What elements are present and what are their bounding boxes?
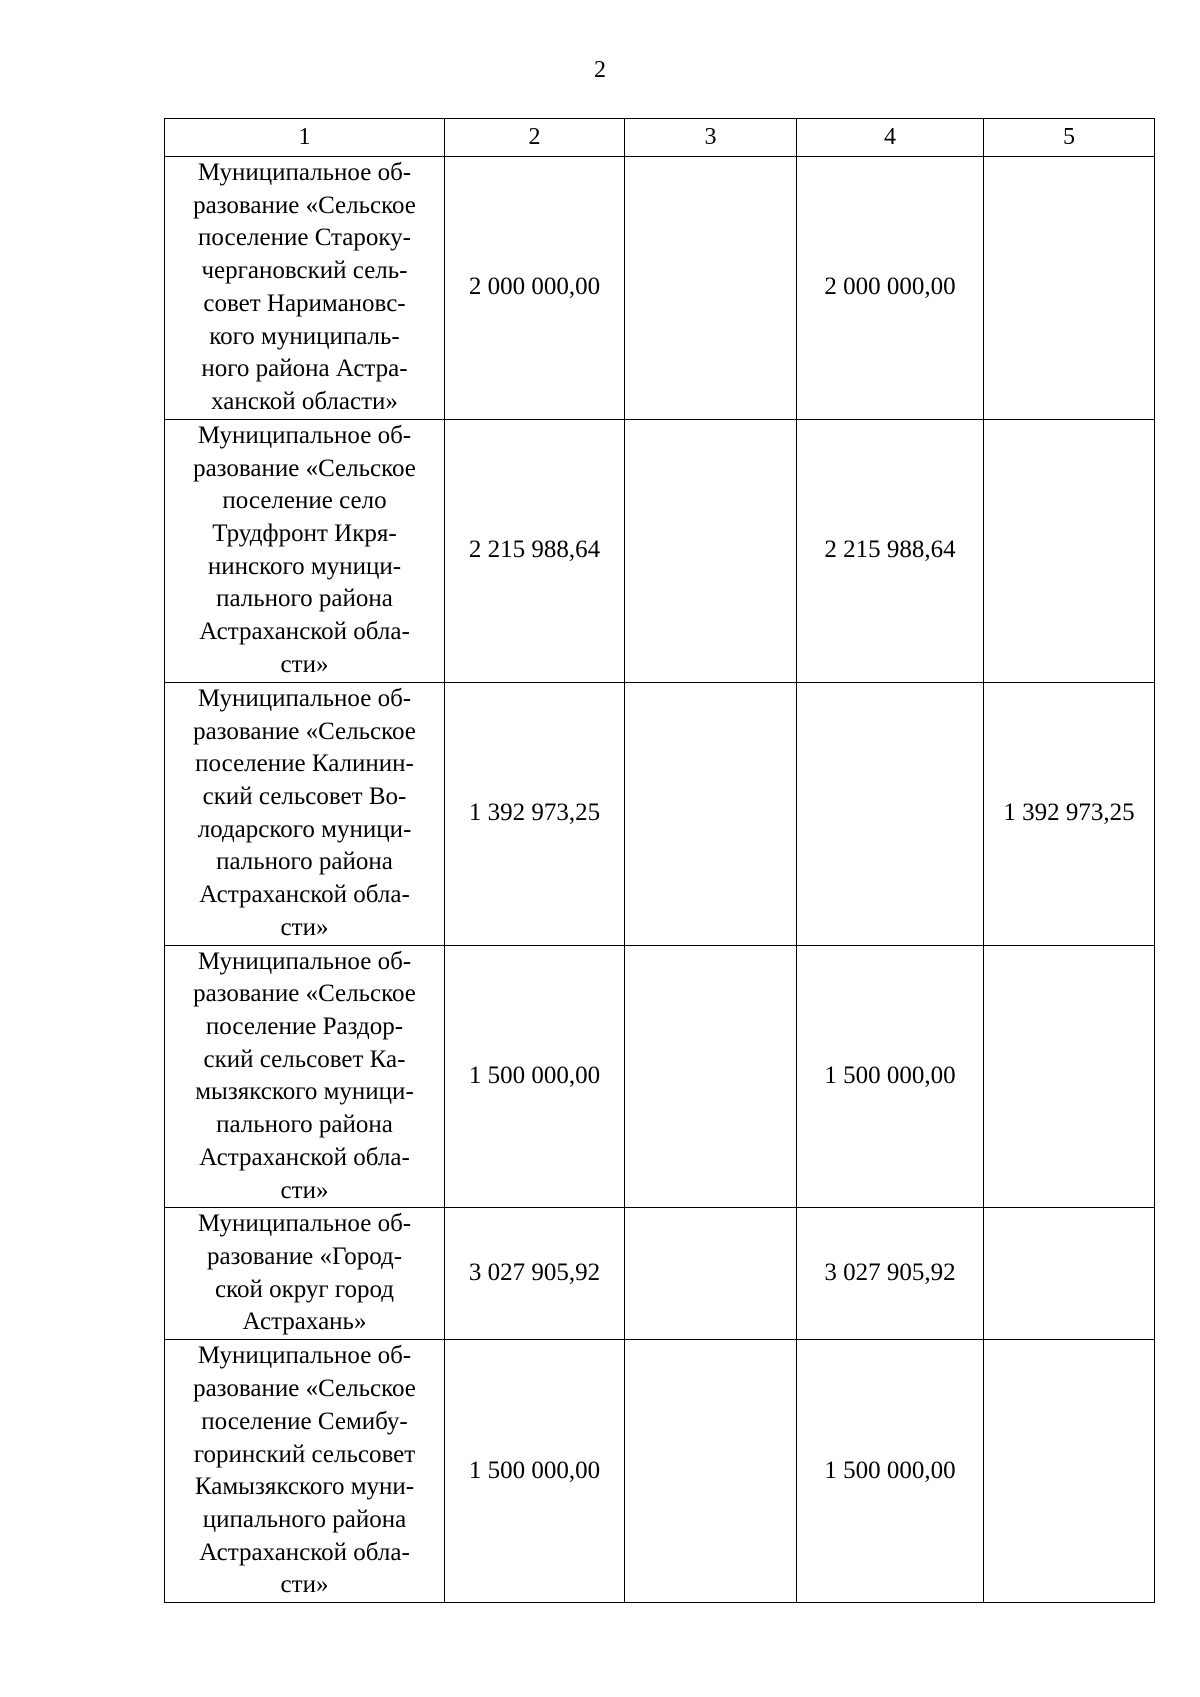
table-row [165, 682, 1155, 945]
allocation-table [164, 118, 1155, 1603]
amount-cell-col2: 2 000 000,00 [445, 157, 625, 420]
amount-cell-col2: 1 392 973,25 [445, 682, 625, 945]
table-row [165, 157, 1155, 420]
table-row [165, 1208, 1155, 1340]
amount-cell-col3 [625, 1340, 797, 1603]
table-header-row [165, 119, 1155, 157]
amount-cell-col4: 2 000 000,00 [797, 157, 984, 420]
amount-cell-col5: 1 392 973,25 [984, 682, 1155, 945]
amount-cell-col4: 1 500 000,00 [797, 1340, 984, 1603]
municipality-name-cell [165, 945, 445, 1208]
table-row [165, 419, 1155, 682]
amount-cell-col5 [984, 1340, 1155, 1603]
amount-cell-col5 [984, 945, 1155, 1208]
amount-cell-col2: 2 215 988,64 [445, 419, 625, 682]
municipality-name: Муниципальное об- разование «Сельское поселение село Трудфронт Икря- нинского муници- пального района Астраханской обла- сти» [193, 421, 416, 678]
amount-cell-col4: 2 215 988,64 [797, 419, 984, 682]
page-number: 2 [594, 57, 606, 83]
amount-cell-col3 [625, 682, 797, 945]
column-header: 5 [984, 119, 1155, 157]
amount-cell-col3 [625, 419, 797, 682]
municipality-name: Муниципальное об- разование «Сельское поселение Староку- чергановский сель- совет Наримановс- кого муниципаль- ного района Астра- ханской области» [193, 159, 416, 415]
table-row [165, 945, 1155, 1208]
municipality-name-cell [165, 157, 445, 420]
amount-cell-col5 [984, 157, 1155, 420]
table-row [165, 1340, 1155, 1603]
column-header: 2 [445, 119, 625, 157]
municipality-name: Муниципальное об- разование «Сельское поселение Раздор- ский сельсовет Ка- мызякского муници- пального района Астраханской обла- сти» [193, 947, 416, 1204]
amount-cell-col5 [984, 1208, 1155, 1340]
amount-cell-col4: 3 027 905,92 [797, 1208, 984, 1340]
amount-cell-col2: 3 027 905,92 [445, 1208, 625, 1340]
municipality-name-cell [165, 1208, 445, 1340]
municipality-name: Муниципальное об- разование «Сельское поселение Семибу- горинский сельсовет Камызякского муни- ципального района Астраханской обла- сти» [193, 1342, 416, 1599]
amount-cell-col3 [625, 1208, 797, 1340]
municipality-name: Муниципальное об- разование «Сельское поселение Калинин- ский сельсовет Во- лодарского муници- пального района Астраханской обла- сти» [193, 684, 416, 941]
municipality-name-cell [165, 682, 445, 945]
amount-cell-col2: 1 500 000,00 [445, 1340, 625, 1603]
column-header: 3 [625, 119, 797, 157]
amount-cell-col5 [984, 419, 1155, 682]
municipality-name: Муниципальное об- разование «Город- ской округ город Астрахань» [197, 1210, 412, 1336]
amount-cell-col4 [797, 682, 984, 945]
amount-cell-col2: 1 500 000,00 [445, 945, 625, 1208]
column-header: 1 [165, 119, 445, 157]
amount-cell-col3 [625, 157, 797, 420]
municipality-name-cell [165, 419, 445, 682]
amount-cell-col3 [625, 945, 797, 1208]
municipality-name-cell [165, 1340, 445, 1603]
column-header: 4 [797, 119, 984, 157]
amount-cell-col4: 1 500 000,00 [797, 945, 984, 1208]
